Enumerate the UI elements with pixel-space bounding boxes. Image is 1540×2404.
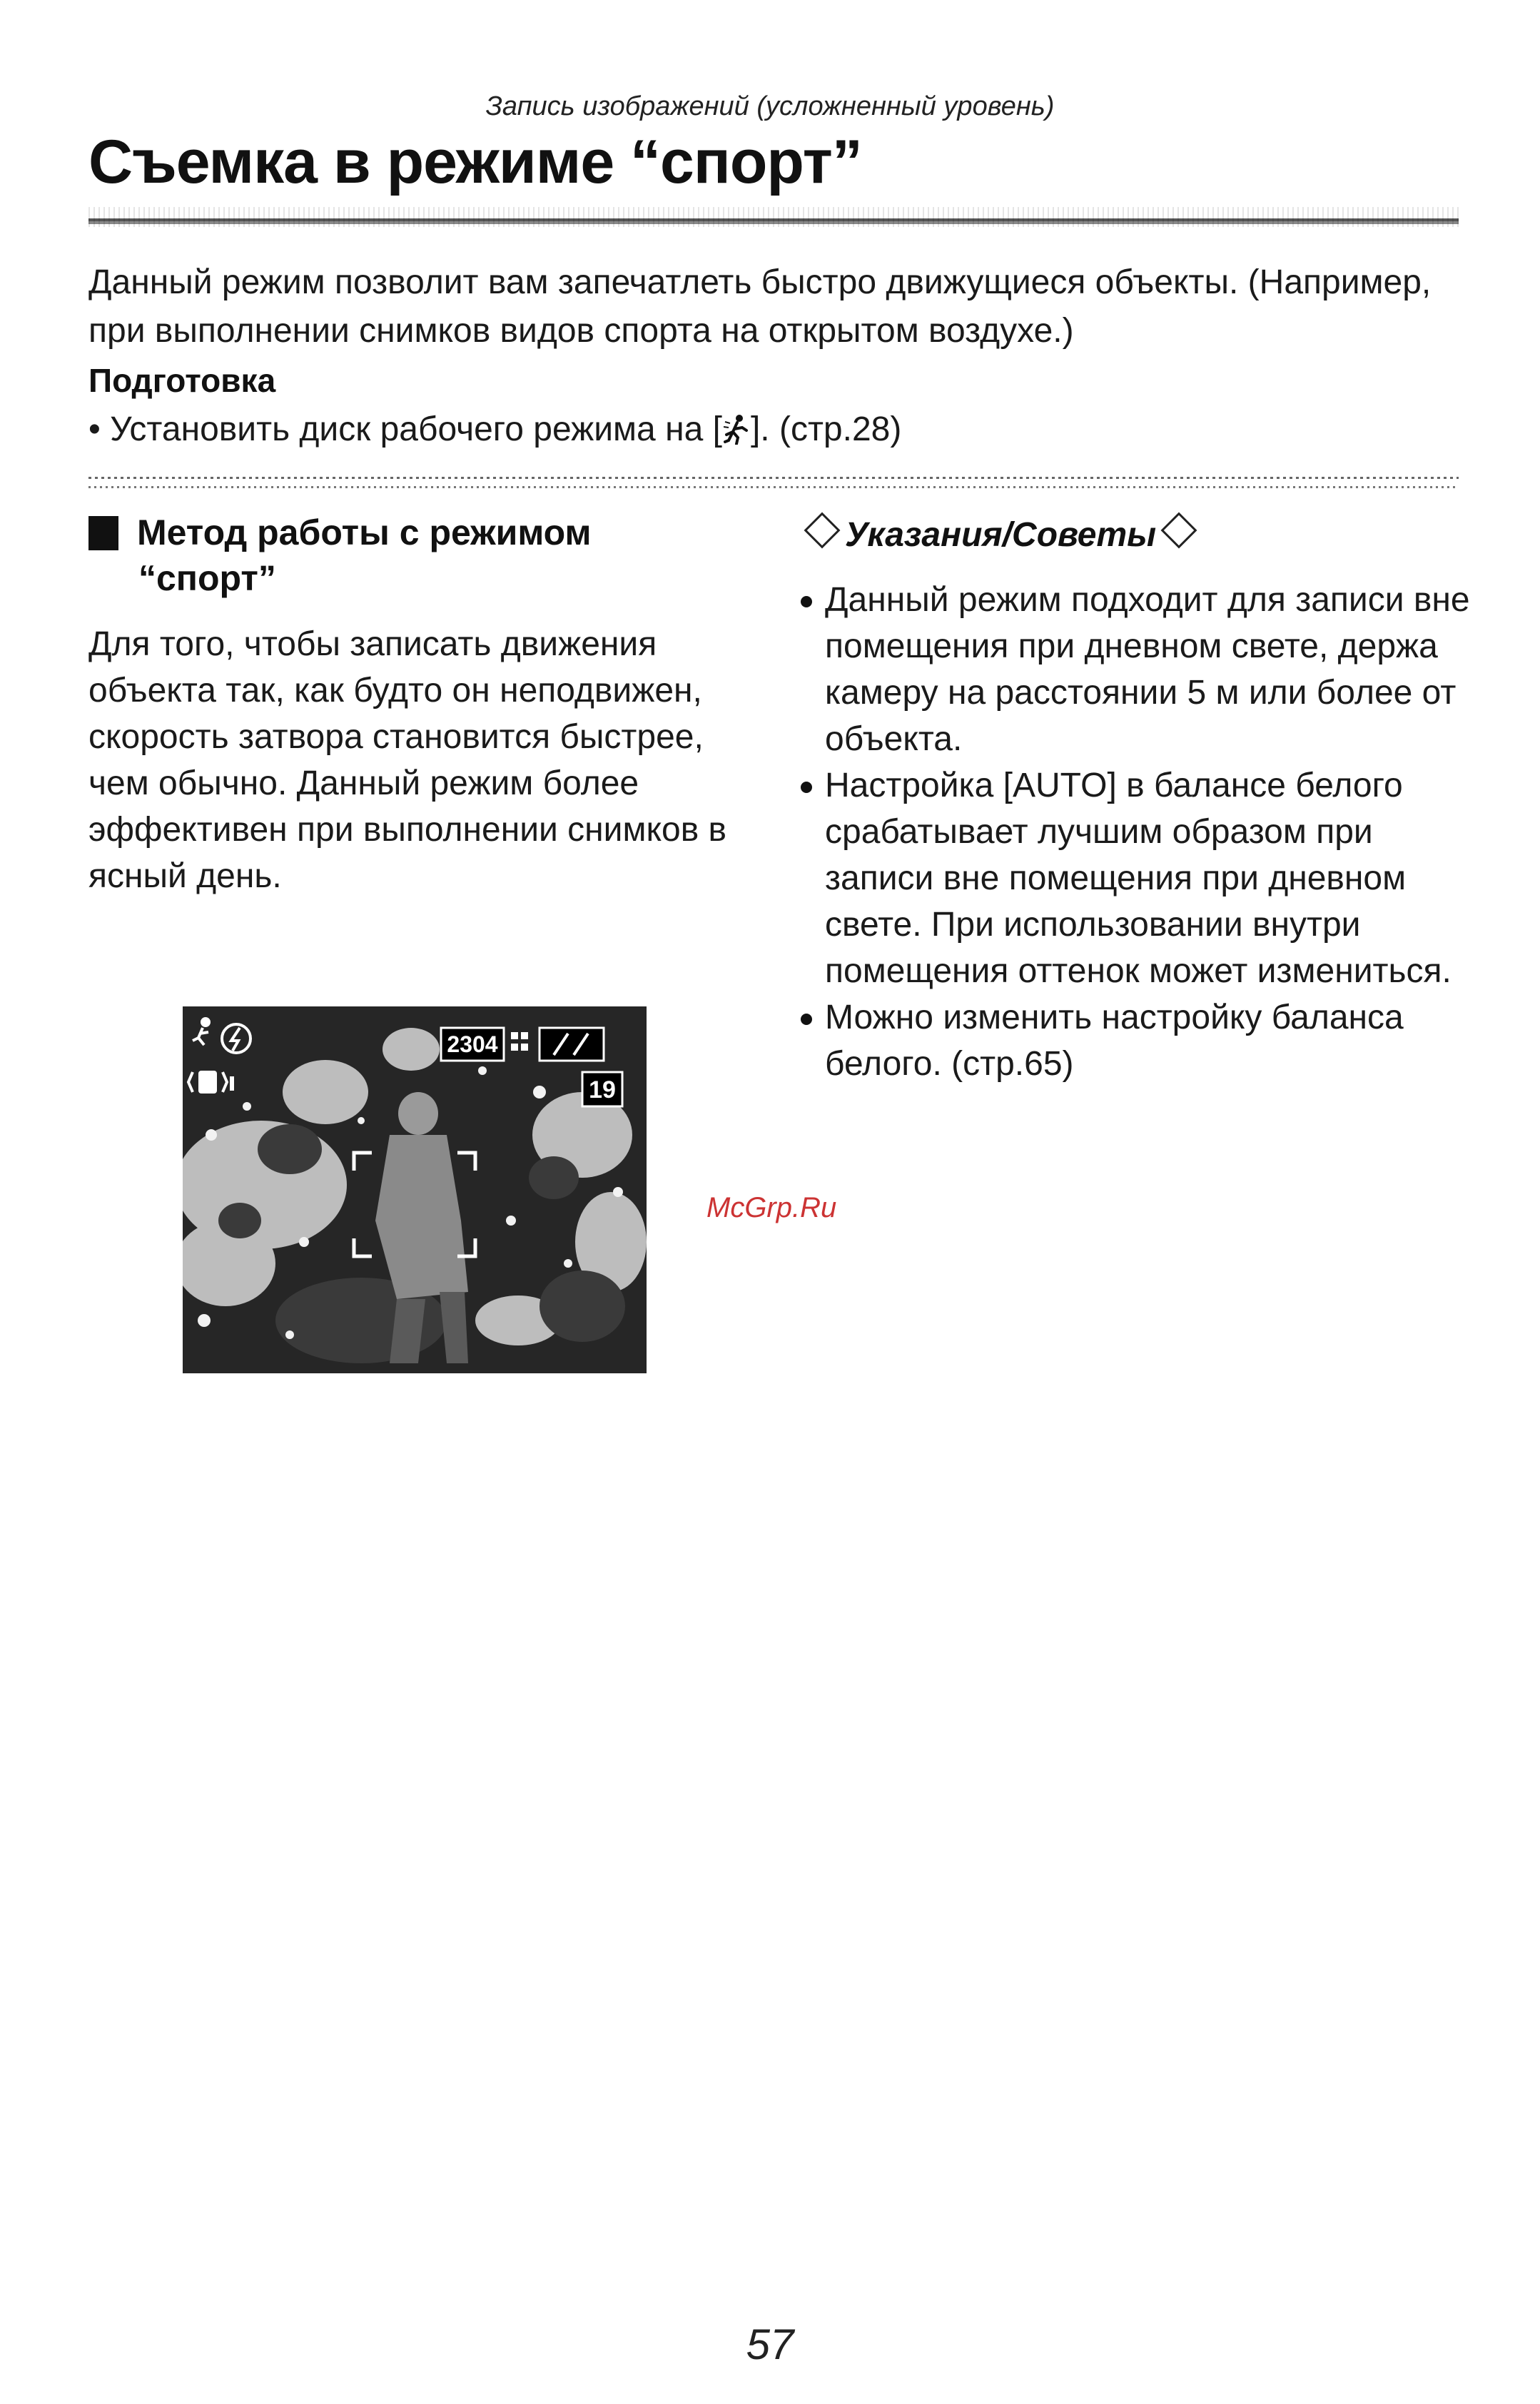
shots-remaining: 19	[589, 1076, 616, 1103]
intro-paragraph: Данный режим позволит вам запечатлеть быстро движущиеся объекты. (Например, при выполнении снимков видов спорта на открытом воздухе.)	[88, 263, 1432, 350]
sports-mode-icon	[724, 413, 749, 445]
preparation-item-prefix: • Установить диск рабочего режима на [	[88, 410, 722, 448]
diamond-left-icon	[804, 512, 841, 549]
watermark-text: McGrp.Ru	[706, 1192, 837, 1223]
method-heading-line1: Метод работы с режимом	[137, 512, 592, 552]
method-heading	[88, 510, 745, 601]
method-body: Для того, чтобы записать движения объекта так, как будто он неподвижен, скорость затвора становится быстрее, чем обычно. Данный режим более эффективен при выполнении снимков в ясный день.	[88, 625, 727, 895]
section-label: Запись изображений (усложненный уровень)	[485, 91, 1055, 121]
tips-heading-text: Указания/Советы	[845, 516, 1157, 554]
method-heading-line2: “спорт”	[138, 558, 276, 598]
battery-icon	[539, 1028, 604, 1061]
tip-item: Можно изменить настройку баланса белого. (стр.65)	[798, 994, 1483, 1087]
tips-list	[798, 577, 1483, 1087]
heading-square-marker	[88, 516, 118, 550]
preparation-heading: Подготовка	[88, 362, 276, 399]
preparation-item	[88, 410, 901, 449]
tips-heading	[799, 515, 1202, 555]
resolution-label: 2304	[447, 1031, 498, 1057]
title-underline	[88, 207, 1459, 227]
camera-screen-illustration	[183, 1006, 647, 1373]
diamond-right-icon	[1161, 512, 1197, 549]
section-divider	[88, 477, 1459, 491]
page-title: Съемка в режиме “спорт”	[88, 128, 862, 196]
tip-item: Настройка [AUTO] в балансе белого срабатывает лучшим образом при записи вне помещения при дневном свете. При использовании внутри помещения оттенок может измениться.	[798, 762, 1483, 994]
camera-screen-photo	[183, 1006, 647, 1373]
preparation-item-suffix: ]. (стр.28)	[750, 410, 902, 448]
page-number: 57	[746, 2320, 794, 2368]
tip-item: Данный режим подходит для записи вне помещения при дневном свете, держа камеру на расстоянии 5 м или более от объекта.	[798, 577, 1483, 762]
